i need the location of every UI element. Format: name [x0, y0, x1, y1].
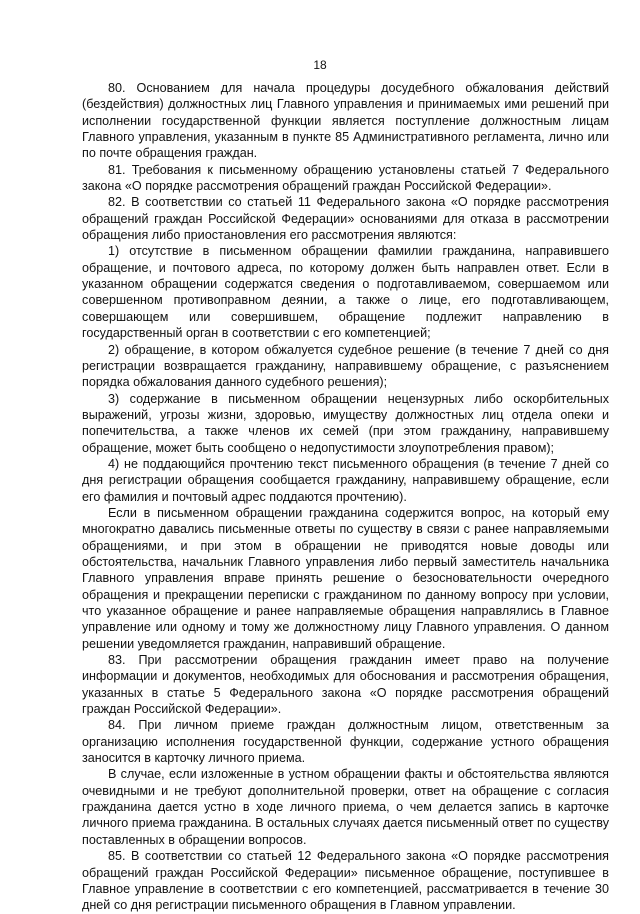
paragraph-81: 81. Требования к письменному обращению установлены статьей 7 Федерального закона «О порядке рассмотрения обращений граждан Российской Федерации».: [82, 162, 609, 194]
document-body: [82, 80, 609, 914]
paragraph-84: 84. При личном приеме граждан должностным лицом, ответственным за организацию исполнения государственной функции, содержание устного обращения заносится в карточку личного приема.: [82, 718, 609, 766]
paragraph-82: 82. В соответствии со статьей 11 Федерального закона «О порядке рассмотрения обращений граждан Российской Федерации» основаниями для отказа в рассмотрении обращения либо приостановления его рассмотрения являются:: [82, 195, 609, 243]
page-number: 18: [313, 58, 327, 72]
paragraph-80: 80. Основанием для начала процедуры досудебного обжалования действий (бездействия) должностных лиц Главного управления и принимаемых ими решений при исполнении государственной функции является поступление должностным лицам Главного управления, указанным в пункте 85 Административного регламента, лично или по почте обращения граждан.: [82, 81, 609, 161]
paragraph-85: 85. В соответствии со статьей 12 Федерального закона «О порядке рассмотрения обращений граждан Российской Федерации» письменное обращение, поступившее в Главное управление в соответствии с его компетенцией, рассматривается в течение 30 дней со дня регистрации письменного обращения в Главном управлении.: [82, 849, 609, 913]
paragraph-82-item-2: 2) обращение, в котором обжалуется судебное решение (в течение 7 дней со дня регистрации возвращается гражданину, направившему обращение, с разъяснением порядка обжалования данного судебного решения);: [82, 342, 609, 390]
paragraph-82-item-1: 1) отсутствие в письменном обращении фамилии гражданина, направившего обращение, и почтового адреса, по которому должен быть направлен ответ. Если в указанном обращении содержатся сведения о подготавливаемом, совершаемом или совершенном противоправном деянии, а также о лице, его подготавливающем, совершающем или совершившем, обращение подлежит направлению в государственный орган в соответствии с его компетенцией;: [82, 244, 609, 341]
paragraph-repeated-appeals: Если в письменном обращении гражданина содержится вопрос, на который ему многократно давались письменные ответы по существу в связи с ранее направляемыми обращениями, и при этом в обращении не приводятся новые доводы или обстоятельства, начальник Главного управления либо первый заместитель начальника Главного управления вправе принять решение о безосновательности очередного обращения и прекращении переписки с гражданином по данному вопросу при условии, что указанное обращение и ранее направляемые обращения направлялись в Главное управление или одному и тому же должностному лицу Главного управления. О данном решении уведомляется гражданин, направивший обращение.: [82, 505, 609, 651]
paragraph-83: 83. При рассмотрении обращения гражданин имеет право на получение информации и документов, необходимых для обоснования и рассмотрения обращения, указанных в статье 5 Федерального закона «О порядке рассмотрения обращений граждан Российской Федерации».: [82, 653, 609, 717]
paragraph-oral-answer: В случае, если изложенные в устном обращении факты и обстоятельства являются очевидными и не требуют дополнительной проверки, ответ на обращение с согласия гражданина дается устно в ходе личного приема, о чем делается запись в карточке личного приема гражданина. В остальных случаях дается письменный ответ по существу поставленных в обращении вопросов.: [82, 767, 609, 847]
paragraph-82-item-4: 4) не поддающийся прочтению текст письменного обращения (в течение 7 дней со дня регистрации обращения сообщается гражданину, направившему обращение, если его фамилия и почтовый адрес поддаются прочтению).: [82, 456, 609, 504]
paragraph-82-item-3: 3) содержание в письменном обращении нецензурных либо оскорбительных выражений, угрозы жизни, здоровью, имуществу должностных лиц отдела опеки и попечительства, а также членов их семей (при этом гражданину, направившему обращение, может быть сообщено о недопустимости злоупотребления правом);: [82, 391, 609, 455]
